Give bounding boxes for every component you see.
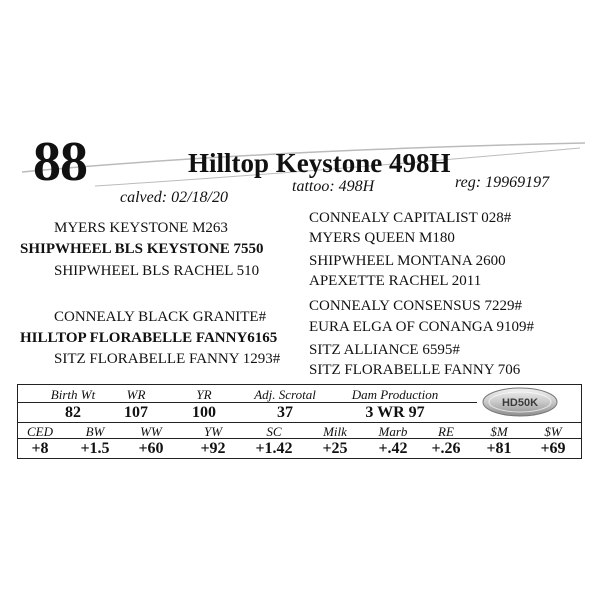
dam-sire: CONNEALY BLACK GRANITE# <box>54 309 267 325</box>
epd-label-re: RE <box>438 424 454 439</box>
epd-label-w-dollar: $W <box>544 424 562 439</box>
calved-date: calved: 02/18/20 <box>120 189 228 206</box>
perf-label-yr: YR <box>196 387 212 402</box>
epd-value-m-dollar: +81 <box>486 440 512 457</box>
perf-value-wr: 107 <box>124 404 148 421</box>
epd-label-ced: CED <box>27 424 53 439</box>
pedigree-right-1: CONNEALY CAPITALIST 028# <box>309 210 512 226</box>
epd-label-yw: YW <box>203 424 223 439</box>
pedigree-right-7: SITZ ALLIANCE 6595# <box>309 342 460 358</box>
perf-label-adj-scrotal: Adj. Scrotal <box>254 387 316 402</box>
pedigree-right-8: SITZ FLORABELLE FANNY 706 <box>309 362 521 378</box>
sire-dam: SHIPWHEEL BLS RACHEL 510 <box>54 263 260 279</box>
pedigree-right-5: CONNEALY CONSENSUS 7229# <box>309 298 522 314</box>
epd-label-ww: WW <box>140 424 162 439</box>
dam-dam: SITZ FLORABELLE FANNY 1293# <box>54 351 281 367</box>
epd-label-milk: Milk <box>323 424 347 439</box>
pedigree-right-3: SHIPWHEEL MONTANA 2600 <box>309 253 506 269</box>
epd-value-ced: +8 <box>31 440 49 457</box>
perf-label-wr: WR <box>126 387 146 402</box>
lot-number: 88 <box>33 131 87 193</box>
perf-label-birth-wt: Birth Wt <box>50 387 96 402</box>
epd-value-sc: +1.42 <box>255 440 293 457</box>
sire: SHIPWHEEL BLS KEYSTONE 7550 <box>20 241 264 257</box>
epd-label-bw: BW <box>85 424 105 439</box>
perf-value-yr: 100 <box>192 404 216 421</box>
epd-label-m-dollar: $M <box>490 424 508 439</box>
perf-value-birth-wt: 82 <box>65 404 81 421</box>
animal-name: Hilltop Keystone 498H <box>188 148 451 178</box>
registration-number: reg: 19969197 <box>455 174 550 191</box>
epd-label-marb: Marb <box>378 424 408 439</box>
epd-value-ww: +60 <box>138 440 164 457</box>
tattoo: tattoo: 498H <box>292 178 375 195</box>
perf-value-adj-scrotal: 37 <box>277 404 293 421</box>
epd-value-yw: +92 <box>200 440 226 457</box>
epd-value-w-dollar: +69 <box>540 440 566 457</box>
epd-label-sc: SC <box>266 424 282 439</box>
epd-value-re: +.26 <box>431 440 461 457</box>
epd-value-marb: +.42 <box>378 440 408 457</box>
dam: HILLTOP FLORABELLE FANNY6165 <box>20 330 278 346</box>
perf-value-dam-production: 3 WR 97 <box>365 404 425 421</box>
pedigree-right-4: APEXETTE RACHEL 2011 <box>309 273 482 289</box>
pedigree-right-2: MYERS QUEEN M180 <box>309 230 455 246</box>
pedigree-right-6: EURA ELGA OF CONANGA 9109# <box>309 319 535 335</box>
epd-value-bw: +1.5 <box>80 440 110 457</box>
perf-label-dam-production: Dam Production <box>351 387 439 402</box>
sire-sire: MYERS KEYSTONE M263 <box>54 220 228 236</box>
hd50k-badge-icon <box>480 384 560 420</box>
hd50k-badge-text: HD50K <box>501 397 539 409</box>
epd-value-milk: +25 <box>322 440 348 457</box>
